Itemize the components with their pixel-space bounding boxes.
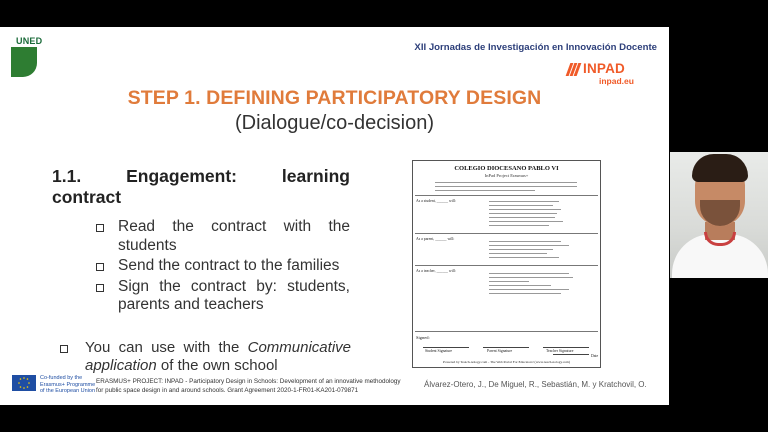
checkbox-bullet-icon [96,284,104,292]
document-subtitle: InPad Project Erasmus+ [484,173,529,178]
presenter-hair [692,154,748,182]
slide-subtitle: (Dialogue/co-decision) [235,112,434,134]
note-italic: Communicative application [85,339,351,374]
inpad-brand-name: INPAD [583,61,626,76]
authors-text: Álvarez-Otero, J., De Miguel, R., Sebastián, M. y Kratchovil, O. [424,380,647,389]
bullet-list [96,218,350,317]
bullet-item [96,278,350,315]
document-row-label: As a parent, ______ will: [416,237,455,241]
inpad-url: inpad.eu [599,76,634,86]
eu-cofunded-text: Co-funded by the Erasmus+ Programme of the European Union [40,375,96,394]
presentation-slide [0,27,669,405]
note-prefix: You can use with the [85,339,248,356]
document-signature-label: Parent Signature [487,349,513,353]
inpad-logo [567,61,649,86]
checkbox-bullet-icon [96,224,104,232]
section-heading-word: 1.1. [52,166,82,186]
uned-leaf-icon [11,47,37,77]
document-row-label: As a teacher, ______ will: [416,269,456,273]
document-signature-label: Teacher Signature [546,349,574,353]
section-heading-word: contract [52,187,122,207]
section-heading [52,166,350,208]
note-suffix: of the own school [156,357,278,374]
slide-title: STEP 1. DEFINING PARTICIPATORY DESIGN [127,87,542,109]
conference-title: XII Jornadas de Investigación en Innovación Docente [414,42,657,53]
learning-contract-document [412,160,601,368]
note-item [60,339,351,375]
bullet-text: Send the contract to the families [118,257,340,274]
uned-logo [9,37,43,77]
presenter-webcam [670,152,768,278]
section-heading-word: Engagement: [126,166,237,186]
bullet-text: Read the contract with the students [118,218,350,254]
section-heading-word: learning [281,166,350,186]
document-signature-label: Student Signature [425,349,453,353]
document-date-label: Date [591,354,599,358]
erasmus-project-text: ERASMUS+ PROJECT: INPAD - Participatory Design in Schools: Development of an innovative methodology for public space design in and around schools. Grant Agreement 2020-1-FR01-KA201-079871 [96,378,401,394]
eu-flag-icon [12,375,36,391]
document-footer: Powered by TeAch-nology.com - The Web Portal For Educators! (www.teach-nology.com) [442,360,571,364]
bullet-text: Sign the contract by: students, parents and teachers [118,277,350,313]
bullet-item [96,218,350,255]
checkbox-bullet-icon [96,263,104,271]
uned-logo-text: UNED [16,36,43,46]
document-signed-label: Signed: [416,335,430,340]
checkbox-bullet-icon [60,345,68,353]
bullet-item [96,257,350,276]
document-row-label: As a student, ______ will: [416,199,456,203]
inpad-mark-icon [567,63,580,76]
document-title: COLEGIO DIOCESANO PABLO VI [454,165,559,172]
